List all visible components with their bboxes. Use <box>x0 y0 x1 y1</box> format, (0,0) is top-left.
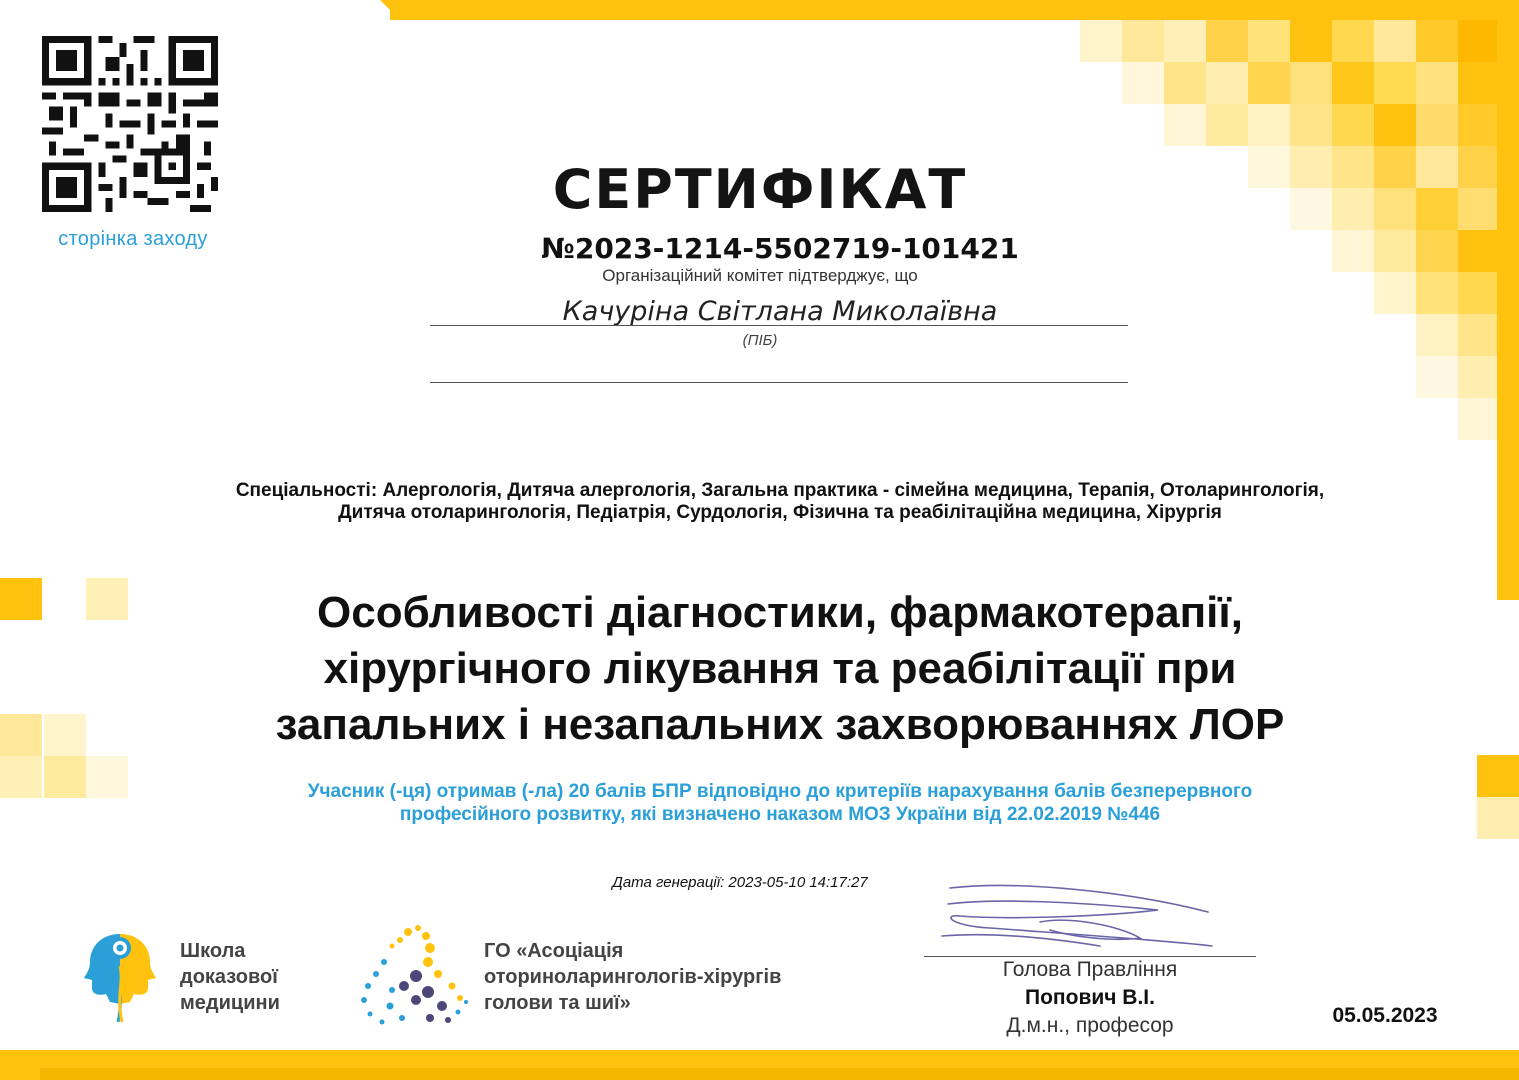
event-title-line: запальних і незапальних захворюваннях ЛОР <box>275 700 1285 749</box>
left-mosaic <box>0 578 130 798</box>
issue-date: 05.05.2023 <box>1332 1004 1438 1027</box>
top-band-corner <box>380 0 400 20</box>
ent-surgeons-association-logo <box>356 922 472 1032</box>
organizer-association-name <box>484 938 844 1016</box>
confirmation-text: Організаційний комітет підтверджує, що <box>602 266 918 285</box>
right-lower-mosaic <box>1477 755 1519 845</box>
name-field-label: (ПІБ) <box>742 332 778 349</box>
certificate-number: №2023-1214-5502719-101421 <box>541 232 1019 265</box>
evidence-medicine-school-logo <box>80 926 160 1026</box>
top-yellow-band <box>390 0 1519 20</box>
name-underline <box>430 325 1128 326</box>
organizer-school-name <box>180 938 350 1016</box>
top-right-mosaic <box>1070 20 1497 440</box>
qr-code[interactable] <box>42 36 218 212</box>
qr-caption[interactable]: сторінка заходу <box>58 228 208 250</box>
event-title-line: Особливості діагностики, фармакотерапії, <box>317 588 1243 637</box>
recipient-name: Качуріна Світлана Миколаївна <box>562 296 998 327</box>
organizer-name-line: Школа <box>180 940 246 962</box>
specialties-list: Спеціальності: Алергологія, Дитяча алергологія, Загальна практика - сімейна медицина, Терапія, Отоларингологія, Дитяча отоларингологія, Педіатрія, Сурдологія, Фізична та реабілітаційна медицина, Хірургія <box>235 480 1325 523</box>
cpd-points-line: Учасник (-ця) отримав (-ла) 20 балів БПР відповідно до критеріїв нарахування балів безперервного <box>307 781 1253 802</box>
generation-date: Дата генерації: 2023-05-10 14:17:27 <box>612 874 868 891</box>
organizer-name-line: медицини <box>180 992 280 1014</box>
signatory-name: Попович В.І. <box>1025 986 1155 1009</box>
cpd-points-line: професійного розвитку, які визначено наказом МОЗ України від 22.02.2019 №446 <box>399 804 1161 825</box>
organizer-name-line: доказової <box>180 966 278 988</box>
certificate-title: СЕРТИФІКАТ <box>552 158 968 221</box>
signature <box>930 876 1230 956</box>
event-title-line: хірургічного лікування та реабілітації при <box>323 644 1237 693</box>
organizer-name-line: ГО «Асоціація <box>484 940 624 962</box>
cpd-points-statement <box>220 780 1340 826</box>
signatory-degree: Д.м.н., професор <box>1006 1014 1174 1037</box>
organizer-name-line: голови та шиї» <box>484 992 631 1014</box>
signatory-position: Голова Правління <box>1002 958 1178 981</box>
organizer-name-line: оториноларингологів-хірургів <box>484 966 782 988</box>
bottom-band-stripe <box>40 1068 1519 1080</box>
right-yellow-band <box>1497 0 1519 600</box>
signatory-block <box>930 956 1250 1040</box>
event-title <box>160 585 1400 753</box>
blank-underline <box>430 382 1128 383</box>
